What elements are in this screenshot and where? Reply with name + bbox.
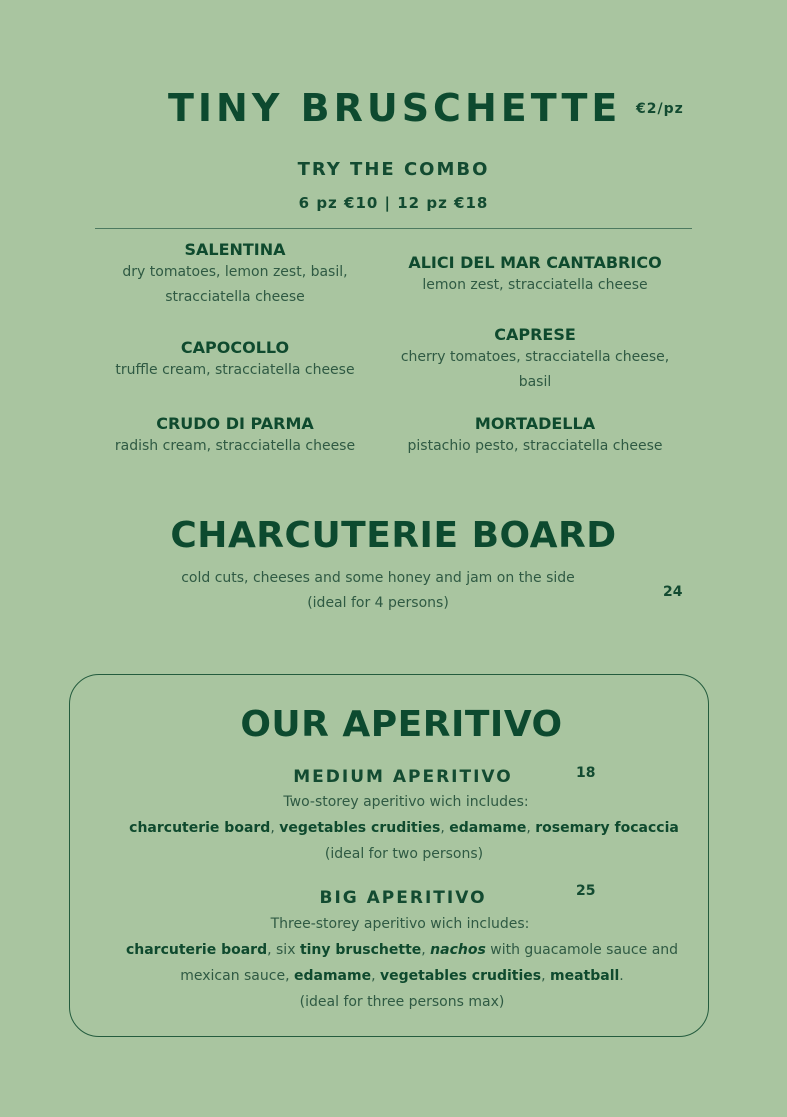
big-aperitivo-name: BIG APERITIVO: [319, 888, 487, 908]
medium-aperitivo-contents: [0, 816, 787, 841]
big-aperitivo-intro: Three-storey aperitivo wich includes:: [270, 916, 530, 932]
combo-title: TRY THE COMBO: [297, 159, 490, 180]
item-name: ALICI DEL MAR CANTABRICO: [408, 253, 662, 272]
separator: ,: [440, 820, 450, 836]
item-highlight: edamame: [449, 820, 527, 836]
separator: mexican sauce,: [180, 968, 294, 984]
section-divider: [95, 228, 692, 229]
item-highlight: charcuterie board: [125, 942, 268, 958]
separator: ,: [371, 968, 380, 984]
medium-aperitivo-intro: Two-storey aperitivo wich includes:: [283, 794, 529, 810]
item-highlight: charcuterie board: [129, 820, 271, 836]
item-highlight: vegetables crudities: [379, 968, 542, 984]
separator: , six: [267, 942, 300, 958]
charcuterie-title: CHARCUTERIE BOARD: [170, 515, 617, 556]
separator: with guacamole sauce and: [485, 942, 679, 958]
aperitivo-title: OUR APERITIVO: [240, 704, 563, 745]
item-desc: pistachio pesto, stracciatella cheese: [407, 438, 663, 454]
medium-aperitivo-name: MEDIUM APERITIVO: [293, 767, 513, 787]
menu-item-salentina: [95, 240, 375, 310]
big-aperitivo-contents-line1: [0, 938, 787, 963]
charcuterie-note: (ideal for 4 persons): [307, 595, 449, 611]
item-highlight: vegetables crudities: [279, 820, 441, 836]
medium-aperitivo-note: (ideal for two persons): [324, 846, 484, 862]
big-aperitivo-note: (ideal for three persons max): [299, 994, 505, 1010]
item-desc: truffle cream, stracciatella cheese: [115, 362, 355, 378]
menu-item-caprese: [385, 325, 685, 395]
item-desc: stracciatella cheese: [165, 289, 305, 305]
separator: ,: [421, 942, 431, 958]
menu-item-alici: [385, 253, 685, 298]
item-desc: basil: [518, 374, 552, 390]
separator: ,: [270, 820, 280, 836]
item-desc: cherry tomatoes, stracciatella cheese,: [400, 349, 670, 365]
item-desc: lemon zest, stracciatella cheese: [422, 277, 648, 293]
item-highlight: tiny bruschette: [299, 942, 422, 958]
item-highlight: nachos: [430, 942, 486, 958]
big-aperitivo-contents-line2: [0, 964, 787, 989]
medium-aperitivo-price: 18: [576, 765, 596, 781]
item-desc: dry tomatoes, lemon zest, basil,: [122, 264, 348, 280]
item-desc: radish cream, stracciatella cheese: [114, 438, 356, 454]
bruschette-unit-price: €2/pz: [636, 101, 684, 117]
separator: ,: [541, 968, 550, 984]
combo-prices: 6 pz €10 | 12 pz €18: [298, 194, 489, 212]
menu-item-capocollo: [95, 338, 375, 383]
separator: .: [619, 968, 624, 984]
item-name: SALENTINA: [184, 240, 286, 259]
big-aperitivo-price: 25: [576, 883, 596, 899]
item-name: CAPRESE: [494, 325, 576, 344]
item-name: CAPOCOLLO: [180, 338, 290, 357]
menu-item-mortadella: [385, 414, 685, 459]
item-highlight: rosemary focaccia: [535, 820, 679, 836]
item-name: MORTADELLA: [474, 414, 596, 433]
charcuterie-price: 24: [663, 584, 683, 600]
separator: ,: [526, 820, 536, 836]
bruschette-title: TINY BRUSCHETTE: [168, 86, 622, 130]
item-name: CRUDO DI PARMA: [156, 414, 314, 433]
charcuterie-desc: cold cuts, cheeses and some honey and jam on the side: [181, 570, 575, 586]
menu-item-crudo-di-parma: [95, 414, 375, 459]
item-highlight: edamame: [293, 968, 372, 984]
item-highlight: meatball: [550, 968, 620, 984]
